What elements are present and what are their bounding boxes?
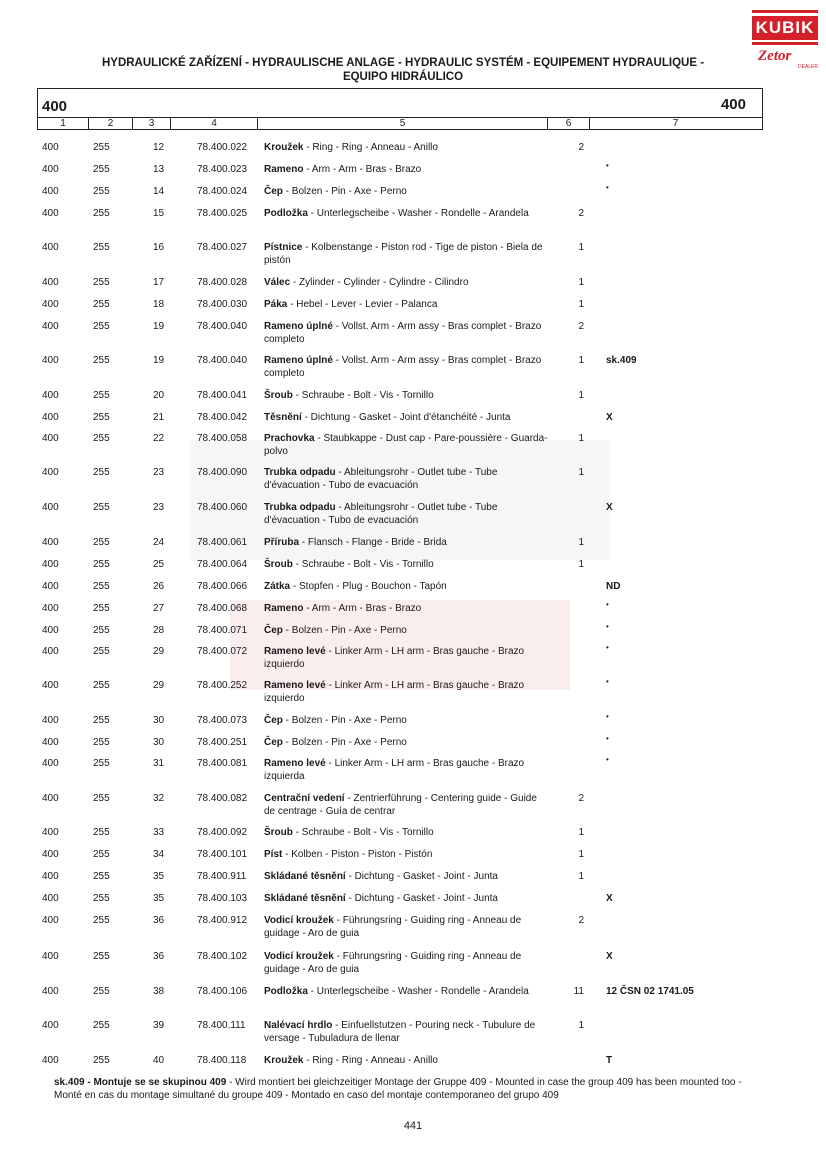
description-name: Pístnice (264, 242, 303, 253)
description-translations: - Schraube - Bolt - Vis - Tornillo (292, 390, 434, 401)
description-name: Šroub (264, 827, 293, 838)
description-name: Šroub (264, 390, 293, 401)
cell-position: 12 (153, 142, 165, 153)
cell-group: 400 (42, 715, 59, 726)
description-translations: - Dichtung - Gasket - Joint - Junta (345, 871, 498, 882)
description-translations: - Unterlegscheibe - Washer - Rondelle - Arandela (307, 208, 529, 219)
cell-position: 35 (153, 893, 165, 904)
cell-note: • (606, 712, 609, 721)
description-translations: - Kolben - Piston - Piston - Pistón (282, 849, 433, 860)
cell-quantity: 1 (578, 559, 584, 570)
cell-group: 400 (42, 1055, 59, 1066)
cell-note: X (606, 502, 613, 513)
cell-note: • (606, 677, 609, 686)
cell-quantity: 11 (573, 986, 584, 997)
cell-description (264, 185, 549, 198)
description-translations: - Flansch - Flange - Bride - Brida (299, 537, 447, 548)
description-name: Trubka odpadu (264, 502, 336, 513)
cell-position: 31 (153, 758, 165, 769)
cell-part-number: 78.400.082 (197, 793, 248, 804)
cell-group: 400 (42, 603, 59, 614)
description-name: Zátka (264, 581, 291, 592)
description-name: Podložka (264, 208, 308, 219)
cell-description (264, 985, 549, 998)
description-name: Podložka (264, 986, 308, 997)
cell-description (264, 207, 549, 220)
description-translations: - Arm - Arm - Bras - Brazo (303, 164, 422, 175)
cell-position: 13 (153, 164, 165, 175)
description-name: Rameno úplné (264, 321, 333, 332)
description-translations: - Vollst. Arm - Arm assy - Bras complet - Brazo completo (264, 355, 542, 379)
cell-group: 400 (42, 321, 59, 332)
cell-group: 400 (42, 277, 59, 288)
cell-group: 400 (42, 951, 59, 962)
title-line-2: EQUIPO HIDRÁULICO (342, 71, 464, 83)
cell-description (264, 466, 549, 492)
cell-part-number: 78.400.061 (197, 537, 248, 548)
cell-note: • (606, 622, 609, 631)
cell-part-number: 78.400.023 (197, 164, 248, 175)
cell-group: 400 (42, 242, 59, 253)
description-translations: - Schraube - Bolt - Vis - Tornillo (292, 827, 434, 838)
cell-description (264, 320, 549, 346)
cell-description (264, 826, 549, 839)
cell-subgroup: 255 (93, 758, 110, 769)
cell-subgroup: 255 (93, 467, 110, 478)
cell-description (264, 501, 549, 527)
cell-part-number: 78.400.072 (197, 646, 248, 657)
cell-description (264, 558, 549, 571)
cell-subgroup: 255 (93, 793, 110, 804)
cell-subgroup: 255 (93, 581, 110, 592)
cell-group: 400 (42, 208, 59, 219)
cell-position: 38 (153, 986, 165, 997)
cell-part-number: 78.400.081 (197, 758, 248, 769)
description-translations: - Schraube - Bolt - Vis - Tornillo (292, 559, 434, 570)
cell-subgroup: 255 (93, 390, 110, 401)
description-translations: - Einfuellstutzen - Pouring neck - Tubulure de versage - Tubuladura de llenar (264, 1020, 536, 1044)
column-header: 3 (133, 118, 171, 129)
cell-position: 35 (153, 871, 165, 882)
cell-part-number: 78.400.073 (197, 715, 248, 726)
description-translations: - Arm - Arm - Bras - Brazo (303, 603, 422, 614)
description-name: Nalévací hrdlo (264, 1020, 333, 1031)
cell-subgroup: 255 (93, 1020, 110, 1031)
cell-group: 400 (42, 625, 59, 636)
column-header-row (37, 117, 763, 130)
cell-part-number: 78.400.041 (197, 390, 248, 401)
cell-position: 18 (153, 299, 165, 310)
cell-part-number: 78.400.024 (197, 186, 248, 197)
cell-position: 16 (153, 242, 165, 253)
cell-subgroup: 255 (93, 412, 110, 423)
description-name: Rameno levé (264, 758, 326, 769)
column-header: 6 (548, 118, 590, 129)
description-translations: - Ableitungsrohr - Outlet tube - Tube d'évacuation - Tubo de evacuación (264, 502, 498, 526)
description-translations: - Zentrierführung - Centering guide - Guide de centrage - Guía de centrar (264, 793, 537, 817)
cell-part-number: 78.400.118 (197, 1055, 247, 1066)
cell-subgroup: 255 (93, 827, 110, 838)
cell-quantity: 1 (578, 849, 584, 860)
cell-position: 28 (153, 625, 165, 636)
cell-note: sk.409 (606, 355, 637, 366)
cell-position: 26 (153, 581, 165, 592)
cell-note: X (606, 412, 613, 423)
cell-subgroup: 255 (93, 277, 110, 288)
description-translations: - Ableitungsrohr - Outlet tube - Tube d'évacuation - Tubo de evacuación (264, 467, 498, 491)
cell-group: 400 (42, 537, 59, 548)
cell-description (264, 141, 549, 154)
cell-description (264, 1054, 549, 1067)
description-translations: - Bolzen - Pin - Axe - Perno (282, 186, 407, 197)
cell-position: 21 (153, 412, 165, 423)
cell-quantity: 1 (578, 355, 584, 366)
cell-subgroup: 255 (93, 849, 110, 860)
description-name: Rameno (264, 164, 304, 175)
cell-subgroup: 255 (93, 893, 110, 904)
cell-position: 40 (153, 1055, 165, 1066)
cell-quantity: 1 (578, 433, 584, 444)
cell-part-number: 78.400.058 (197, 433, 248, 444)
cell-group: 400 (42, 390, 59, 401)
description-translations: - Bolzen - Pin - Axe - Perno (282, 715, 407, 726)
cell-description (264, 241, 549, 267)
cell-position: 29 (153, 646, 165, 657)
cell-part-number: 78.400.103 (197, 893, 248, 904)
logo-partner: Zetor (758, 48, 792, 64)
footnote-text: - Wird montiert bei gleichzeitiger Montage der Gruppe 409 - Mounted in case the group 409 has been mounted too - Monté en cas du montage simultané du groupe 409 - Montado en caso del montaje contemporaneo del grupo 409 (54, 1077, 742, 1101)
cell-description (264, 276, 549, 289)
description-name: Píst (264, 849, 283, 860)
cell-position: 20 (153, 390, 165, 401)
cell-quantity: 1 (578, 871, 584, 882)
cell-note: ND (606, 581, 621, 592)
cell-part-number: 78.400.111 (197, 1020, 246, 1031)
cell-quantity: 2 (578, 793, 584, 804)
cell-description (264, 848, 549, 861)
cell-quantity: 1 (578, 390, 584, 401)
cell-quantity: 1 (578, 827, 584, 838)
description-name: Čep (264, 737, 283, 748)
description-name: Rameno levé (264, 646, 326, 657)
description-translations: - Führungsring - Guiding ring - Anneau de guidage - Aro de guia (264, 951, 522, 975)
cell-subgroup: 255 (93, 242, 110, 253)
description-translations: - Kolbenstange - Piston rod - Tige de piston - Biela de pistón (264, 242, 543, 266)
cell-part-number: 78.400.911 (197, 871, 247, 882)
section-number-right: 400 (720, 96, 746, 113)
description-name: Kroužek (264, 142, 304, 153)
cell-note: X (606, 893, 613, 904)
cell-subgroup: 255 (93, 986, 110, 997)
cell-quantity: 1 (578, 467, 584, 478)
description-translations: - Hebel - Lever - Levier - Palanca (287, 299, 438, 310)
cell-position: 17 (153, 277, 165, 288)
cell-subgroup: 255 (93, 502, 110, 513)
cell-part-number: 78.400.251 (197, 737, 248, 748)
cell-description (264, 432, 549, 458)
cell-description (264, 354, 549, 380)
cell-part-number: 78.400.252 (197, 680, 248, 691)
description-translations: - Staubkappe - Dust cap - Pare-poussière - Guarda-polvo (264, 433, 548, 457)
description-name: Válec (264, 277, 291, 288)
cell-subgroup: 255 (93, 646, 110, 657)
cell-position: 22 (153, 433, 165, 444)
cell-part-number: 78.400.092 (197, 827, 248, 838)
cell-group: 400 (42, 680, 59, 691)
column-header: 4 (171, 118, 258, 129)
cell-quantity: 2 (578, 321, 584, 332)
cell-position: 33 (153, 827, 165, 838)
description-name: Těsnění (264, 412, 302, 423)
description-translations: - Dichtung - Gasket - Joint d'étanchéité - Junta (301, 412, 511, 423)
cell-quantity: 1 (578, 299, 584, 310)
cell-position: 27 (153, 603, 165, 614)
section-header (37, 88, 763, 117)
cell-subgroup: 255 (93, 433, 110, 444)
cell-description (264, 950, 549, 976)
cell-group: 400 (42, 502, 59, 513)
description-translations: - Linker Arm - LH arm - Bras gauche - Brazo izquierdo (264, 680, 525, 704)
cell-group: 400 (42, 646, 59, 657)
description-name: Rameno levé (264, 680, 326, 691)
cell-note: X (606, 951, 613, 962)
description-name: Čep (264, 186, 283, 197)
cell-group: 400 (42, 559, 59, 570)
cell-part-number: 78.400.040 (197, 321, 248, 332)
description-name: Vodicí kroužek (264, 915, 334, 926)
description-translations: - Ring - Ring - Anneau - Anillo (303, 1055, 438, 1066)
cell-description (264, 714, 549, 727)
cell-part-number: 78.400.040 (197, 355, 248, 366)
column-header: 2 (89, 118, 133, 129)
cell-subgroup: 255 (93, 321, 110, 332)
description-name: Rameno úplné (264, 355, 333, 366)
description-translations: - Vollst. Arm - Arm assy - Bras complet - Brazo completo (264, 321, 542, 345)
cell-part-number: 78.400.022 (197, 142, 248, 153)
cell-description (264, 580, 549, 593)
cell-group: 400 (42, 1020, 59, 1031)
description-name: Prachovka (264, 433, 315, 444)
cell-note: • (606, 600, 609, 609)
cell-description (264, 1019, 549, 1045)
logo-brand: KUBIK (752, 16, 818, 40)
cell-description (264, 536, 549, 549)
cell-subgroup: 255 (93, 737, 110, 748)
cell-description (264, 792, 549, 818)
cell-group: 400 (42, 412, 59, 423)
cell-group: 400 (42, 467, 59, 478)
cell-note: 12 ČSN 02 1741.05 (606, 986, 694, 997)
cell-position: 25 (153, 559, 165, 570)
cell-quantity: 2 (578, 208, 584, 219)
cell-subgroup: 255 (93, 537, 110, 548)
cell-part-number: 78.400.071 (197, 625, 248, 636)
description-translations: - Dichtung - Gasket - Joint - Junta (345, 893, 498, 904)
description-name: Rameno (264, 603, 304, 614)
cell-note: • (606, 161, 609, 170)
cell-description (264, 679, 549, 705)
description-name: Kroužek (264, 1055, 304, 1066)
cell-position: 30 (153, 737, 165, 748)
cell-position: 39 (153, 1020, 165, 1031)
cell-description (264, 892, 549, 905)
description-name: Čep (264, 625, 283, 636)
cell-group: 400 (42, 915, 59, 926)
cell-description (264, 411, 549, 424)
cell-group: 400 (42, 986, 59, 997)
cell-group: 400 (42, 827, 59, 838)
cell-part-number: 78.400.027 (197, 242, 248, 253)
cell-position: 23 (153, 467, 165, 478)
cell-position: 32 (153, 793, 165, 804)
cell-description (264, 389, 549, 402)
cell-position: 24 (153, 537, 165, 548)
cell-group: 400 (42, 737, 59, 748)
description-translations: - Unterlegscheibe - Washer - Rondelle - Arandela (307, 986, 529, 997)
cell-quantity: 1 (578, 242, 584, 253)
description-translations: - Bolzen - Pin - Axe - Perno (282, 625, 407, 636)
cell-subgroup: 255 (93, 680, 110, 691)
cell-description (264, 645, 549, 671)
cell-quantity: 2 (578, 142, 584, 153)
column-header: 1 (38, 118, 89, 129)
page-number: 441 (403, 1120, 423, 1132)
cell-note: T (606, 1055, 613, 1066)
cell-quantity: 1 (578, 537, 584, 548)
cell-position: 15 (153, 208, 165, 219)
cell-part-number: 78.400.060 (197, 502, 248, 513)
cell-group: 400 (42, 299, 59, 310)
description-translations: - Stopfen - Plug - Bouchon - Tapón (290, 581, 447, 592)
description-translations: - Linker Arm - LH arm - Bras gauche - Brazo izquierda (264, 758, 525, 782)
cell-subgroup: 255 (93, 625, 110, 636)
description-name: Čep (264, 715, 283, 726)
page-title (40, 56, 766, 84)
description-name: Vodicí kroužek (264, 951, 334, 962)
section-number-left: 400 (42, 98, 68, 115)
cell-subgroup: 255 (93, 871, 110, 882)
footnote-bold: sk.409 - Montuje se se skupinou 409 (54, 1077, 227, 1088)
cell-part-number: 78.400.102 (197, 951, 248, 962)
description-translations: - Bolzen - Pin - Axe - Perno (282, 737, 407, 748)
cell-group: 400 (42, 849, 59, 860)
cell-position: 36 (153, 915, 165, 926)
cell-subgroup: 255 (93, 603, 110, 614)
cell-position: 14 (153, 186, 165, 197)
cell-subgroup: 255 (93, 715, 110, 726)
cell-subgroup: 255 (93, 142, 110, 153)
description-name: Skládané těsnění (264, 893, 346, 904)
cell-position: 36 (153, 951, 165, 962)
cell-position: 34 (153, 849, 165, 860)
cell-part-number: 78.400.090 (197, 467, 248, 478)
cell-subgroup: 255 (93, 208, 110, 219)
cell-note: • (606, 643, 609, 652)
cell-subgroup: 255 (93, 186, 110, 197)
cell-part-number: 78.400.064 (197, 559, 248, 570)
cell-group: 400 (42, 871, 59, 882)
cell-part-number: 78.400.066 (197, 581, 248, 592)
cell-position: 19 (153, 321, 165, 332)
cell-group: 400 (42, 581, 59, 592)
cell-group: 400 (42, 142, 59, 153)
cell-description (264, 757, 549, 783)
cell-subgroup: 255 (93, 299, 110, 310)
description-name: Centrační vedení (264, 793, 345, 804)
cell-part-number: 78.400.106 (197, 986, 248, 997)
cell-subgroup: 255 (93, 915, 110, 926)
cell-part-number: 78.400.068 (197, 603, 248, 614)
cell-description (264, 624, 549, 637)
cell-group: 400 (42, 793, 59, 804)
description-name: Šroub (264, 559, 293, 570)
description-translations: - Zylinder - Cylinder - Cylindre - Cilindro (290, 277, 469, 288)
cell-subgroup: 255 (93, 559, 110, 570)
logo-partner-sub: DEALER (798, 64, 819, 70)
cell-group: 400 (42, 355, 59, 366)
cell-subgroup: 255 (93, 355, 110, 366)
cell-description (264, 736, 549, 749)
cell-note: • (606, 183, 609, 192)
description-translations: - Führungsring - Guiding ring - Anneau de guidage - Aro de guia (264, 915, 522, 939)
cell-note: • (606, 755, 609, 764)
cell-description (264, 914, 549, 940)
cell-part-number: 78.400.028 (197, 277, 248, 288)
cell-position: 23 (153, 502, 165, 513)
description-name: Příruba (264, 537, 300, 548)
cell-part-number: 78.400.030 (197, 299, 248, 310)
cell-description (264, 870, 549, 883)
cell-description (264, 163, 549, 176)
column-header: 7 (672, 118, 679, 129)
cell-description (264, 298, 549, 311)
description-name: Páka (264, 299, 288, 310)
column-header: 5 (258, 118, 548, 129)
cell-part-number: 78.400.101 (197, 849, 248, 860)
description-translations: - Ring - Ring - Anneau - Anillo (303, 142, 438, 153)
cell-group: 400 (42, 433, 59, 444)
description-name: Skládané těsnění (264, 871, 346, 882)
cell-group: 400 (42, 186, 59, 197)
title-line-1: HYDRAULICKÉ ZAŘÍZENÍ - HYDRAULISCHE ANLAGE - HYDRAULIC SYSTÉM - EQUIPEMENT HYDRAULIQUE - (101, 57, 705, 69)
cell-description (264, 602, 549, 615)
cell-position: 29 (153, 680, 165, 691)
cell-subgroup: 255 (93, 1055, 110, 1066)
cell-note: • (606, 734, 609, 743)
cell-position: 19 (153, 355, 165, 366)
cell-group: 400 (42, 164, 59, 175)
description-name: Trubka odpadu (264, 467, 336, 478)
cell-part-number: 78.400.042 (197, 412, 248, 423)
cell-quantity: 1 (578, 277, 584, 288)
cell-subgroup: 255 (93, 164, 110, 175)
cell-group: 400 (42, 758, 59, 769)
footnote (54, 1076, 766, 1102)
cell-position: 30 (153, 715, 165, 726)
cell-quantity: 1 (578, 1020, 584, 1031)
cell-part-number: 78.400.025 (197, 208, 248, 219)
description-translations: - Linker Arm - LH arm - Bras gauche - Brazo izquierdo (264, 646, 525, 670)
cell-subgroup: 255 (93, 951, 110, 962)
cell-part-number: 78.400.912 (197, 915, 248, 926)
cell-quantity: 2 (578, 915, 584, 926)
cell-group: 400 (42, 893, 59, 904)
